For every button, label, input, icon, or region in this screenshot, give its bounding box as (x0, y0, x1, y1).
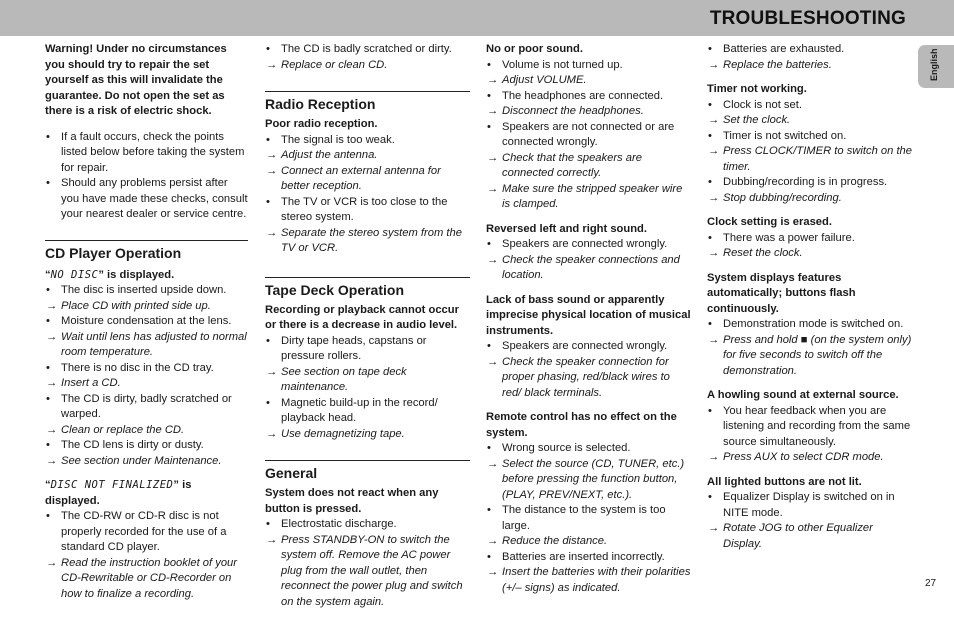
item-text: Use demagnetizing tape. (281, 427, 405, 440)
cause-item (265, 133, 470, 149)
cause-item (486, 237, 691, 253)
item-text: Clean or replace the CD. (61, 423, 185, 436)
remedy-item (45, 299, 248, 315)
item-text: Demonstration mode is switched on. (723, 318, 904, 330)
remedy-item (45, 423, 248, 439)
item-text: Press CLOCK/TIMER to switch on the timer. (723, 145, 913, 173)
item-text: Press STANDBY-ON to switch the system off. Remove the AC power plug from the wall outlet, then reconnect the power plug and switch on the system again. (281, 533, 463, 608)
item-text: Batteries are exhausted. (723, 43, 845, 55)
remedy-item (486, 457, 691, 504)
cd-continued-list (265, 42, 470, 73)
item-text: There is no disc in the CD tray. (61, 361, 214, 374)
cause-item (45, 314, 248, 330)
item-text: Clock is not set. (723, 98, 802, 111)
cause-item (707, 231, 912, 247)
bullet-icon: • (487, 340, 491, 352)
problem-heading: No or poor sound. (486, 43, 583, 55)
bullet-icon: • (708, 318, 712, 330)
arrow-icon: → (708, 191, 720, 204)
problem-list (707, 317, 912, 379)
cause-item (486, 120, 691, 151)
problem-heading: Remote control has no effect on the system. (486, 411, 677, 439)
item-text: The CD-RW or CD-R disc is not properly recorded for the use of a standard CD player. (61, 510, 227, 553)
bullet-icon: • (708, 176, 712, 188)
bullet-icon: • (708, 231, 712, 244)
item-text: Make sure the stripped speaker wire is clamped. (502, 182, 683, 210)
language-tab-label: English (929, 48, 939, 81)
bullet-icon: • (46, 392, 50, 405)
column-3 (486, 42, 691, 596)
item-text: See section under Maintenance. (61, 454, 222, 467)
item-text: Rotate JOG to other Equalizer Display. (723, 522, 873, 550)
bullet-icon: • (266, 396, 270, 409)
remedy-item (707, 450, 912, 466)
problem-heading: Clock setting is erased. (707, 216, 832, 228)
cause-item (45, 509, 248, 556)
bullet-icon: • (46, 284, 50, 296)
item-text: See section on tape deck maintenance. (281, 365, 407, 393)
remedy-item (486, 151, 691, 182)
cause-item (265, 517, 470, 533)
cause-item (486, 441, 691, 457)
column-2 (265, 42, 470, 610)
arrow-icon: → (487, 105, 499, 117)
arrow-icon: → (708, 145, 720, 157)
problem-heading: Reversed left and right sound. (486, 222, 648, 235)
problem-heading: Lack of bass sound or apparently imprecise physical location of musical instruments. (486, 293, 691, 337)
item-text: Insert a CD. (61, 377, 121, 389)
remedy-item (486, 104, 691, 120)
arrow-icon: → (487, 457, 499, 470)
arrow-icon: → (487, 151, 499, 164)
cause-item (707, 175, 912, 191)
cause-item (707, 404, 912, 451)
item-text: The CD is dirty, badly scratched or warped. (61, 392, 232, 420)
cause-item (707, 98, 912, 114)
bullet-icon: • (46, 315, 50, 327)
general-heading: General (265, 460, 470, 482)
arrow-icon: → (46, 299, 58, 312)
cause-item (707, 42, 912, 58)
cause-item (45, 283, 248, 299)
bullet-icon: • (708, 98, 712, 111)
arrow-icon: → (266, 533, 278, 546)
cause-item (265, 396, 470, 427)
problem-heading: A howling sound at external source. (707, 389, 899, 401)
item-text: Check that the speakers are connected correctly. (502, 151, 642, 179)
problem-heading: System displays features automatically; buttons flash continuously. (707, 271, 856, 315)
cause-item (486, 58, 691, 74)
arrow-icon: → (46, 330, 58, 343)
item-text: Insert the batteries with their polarities (+/– signs) as indicated. (502, 566, 691, 594)
item-text: Set the clock. (723, 114, 791, 126)
item-text: Press and hold ■ (on the system only) for five seconds to switch off the demonstration. (723, 333, 912, 377)
cause-item (265, 42, 470, 58)
item-text: The distance to the system is too large. (502, 504, 666, 532)
nodisc-subheading: “NO DISC” is displayed. (45, 268, 175, 281)
arrow-icon: → (708, 451, 720, 463)
cause-item (45, 392, 248, 423)
remedy-item (707, 246, 912, 262)
item-text: Replace the batteries. (723, 58, 832, 71)
item-text: Volume is not turned up. (502, 58, 623, 71)
cause-item (45, 361, 248, 377)
arrow-icon: → (266, 427, 278, 440)
remedy-item (265, 533, 470, 611)
item-text: Timer is not switched on. (723, 129, 847, 142)
item-text: Magnetic build-up in the record/ playback head. (281, 396, 438, 424)
item-text: You hear feedback when you are listening and recording from the same source simultaneously. (723, 404, 911, 448)
bullet-icon: • (266, 133, 270, 146)
arrow-icon: → (487, 535, 499, 547)
item-text: Adjust the antenna. (281, 149, 378, 161)
remedy-item (45, 556, 248, 603)
remedy-item (265, 58, 470, 74)
bullet-icon: • (487, 89, 491, 102)
cause-item (486, 503, 691, 534)
remedy-item (707, 333, 912, 380)
radio-heading: Radio Reception (265, 91, 470, 113)
problem-heading: Timer not working. (707, 83, 807, 95)
bullet-icon: • (708, 43, 712, 55)
item-text: Replace or clean CD. (281, 58, 388, 71)
intro-item: • Should any problems persist after you have made these checks, consult your nearest dealer or service centre. (46, 177, 248, 220)
problem-list (707, 98, 912, 207)
item-text: Equalizer Display is switched on in NITE mode. (723, 491, 895, 519)
column-1 (45, 42, 248, 602)
arrow-icon: → (266, 365, 278, 378)
arrow-icon: → (487, 566, 499, 578)
item-text: Dirty tape heads, capstans or pressure rollers. (281, 334, 427, 362)
notfinalized-subheading: “DISC NOT FINALIZED” is displayed. (45, 479, 192, 507)
remedy-item (45, 454, 248, 470)
tape-heading: Tape Deck Operation (265, 277, 470, 299)
arrow-icon: → (46, 377, 58, 389)
item-text: Speakers are connected wrongly. (502, 238, 668, 250)
bullet-icon: • (46, 510, 50, 522)
item-text: Reduce the distance. (502, 535, 608, 547)
arrow-icon: → (487, 253, 499, 266)
bullet-icon: • (46, 439, 50, 451)
bullet-icon: • (266, 195, 270, 208)
item-text: Connect an external antenna for better reception. (281, 164, 441, 192)
arrow-icon: → (46, 423, 58, 436)
item-text: Separate the stereo system from the TV or VCR. (281, 226, 462, 254)
remedy-item (707, 521, 912, 552)
remedy-item (486, 182, 691, 213)
problem-heading: All lighted buttons are not lit. (707, 475, 862, 488)
cause-item (486, 550, 691, 566)
item-text: Speakers are not connected or are connected wrongly. (502, 120, 675, 148)
item-text: The disc is inserted upside down. (61, 284, 227, 296)
arrow-icon: → (266, 164, 278, 177)
arrow-icon: → (487, 355, 499, 368)
page-number: 27 (925, 578, 937, 589)
item-text: Check the speaker connection for proper phasing, red/black wires to red/ black terminals. (502, 355, 670, 399)
nodisc-list (45, 283, 248, 469)
intro-list (45, 130, 248, 223)
remedy-item (265, 164, 470, 195)
bullet-icon: • (487, 58, 491, 71)
arrow-icon: → (708, 333, 720, 346)
remedy-item (486, 565, 691, 596)
problem-list (707, 490, 912, 552)
remedy-item (707, 144, 912, 175)
page-title: TROUBLESHOOTING (709, 8, 906, 29)
item-text: Read the instruction booklet of your CD-Rewritable or CD-Recorder on how to finalize a recording. (61, 556, 237, 600)
cause-item (707, 490, 912, 521)
problem-list (486, 441, 691, 596)
remedy-item (265, 226, 470, 257)
radio-subheading: Poor radio reception. (265, 118, 378, 130)
bullet-icon: • (266, 334, 270, 347)
remedy-item (707, 113, 912, 129)
general-list (265, 517, 470, 610)
cause-item (265, 334, 470, 365)
arrow-icon: → (266, 149, 278, 161)
item-text: Batteries are inserted incorrectly. (502, 550, 665, 563)
bullet-icon: • (487, 550, 491, 563)
column-4-sections (707, 82, 912, 552)
item-text: The signal is too weak. (281, 133, 395, 146)
item-text: Wait until lens has adjusted to normal room temperature. (61, 330, 247, 358)
remedy-item (45, 330, 248, 361)
cause-item (265, 195, 470, 226)
remedy-item (486, 253, 691, 284)
item-text: Place CD with printed side up. (61, 299, 211, 312)
cause-item (45, 438, 248, 454)
bullet-icon: • (487, 442, 491, 454)
remedy-item (707, 191, 912, 207)
item-text: The TV or VCR is too close to the stereo system. (281, 195, 448, 223)
item-text: Adjust VOLUME. (502, 74, 587, 86)
bullet-icon: • (708, 404, 712, 417)
bullet-icon: • (487, 238, 491, 250)
radio-list (265, 133, 470, 257)
cause-item (707, 129, 912, 145)
problem-list (707, 404, 912, 466)
problem-list (486, 58, 691, 213)
arrow-icon: → (46, 454, 58, 467)
cause-item (486, 89, 691, 105)
arrow-icon: → (708, 247, 720, 259)
warning-text: Warning! Under no circumstances you should try to repair the set yourself as this will invalidate the guarantee. Do not open the set as there is a risk of electric shock. (45, 43, 227, 117)
notfinalized-list (45, 509, 248, 602)
remedy-item (707, 58, 912, 74)
tape-list (265, 334, 470, 443)
bullet-icon: • (708, 129, 712, 142)
bullet-icon: • (708, 491, 712, 503)
problem-list (486, 339, 691, 401)
item-text: Dubbing/recording is in progress. (723, 176, 888, 188)
item-text: There was a power failure. (723, 231, 855, 244)
item-text: Press AUX to select CDR mode. (723, 451, 884, 463)
arrow-icon: → (708, 522, 720, 534)
item-text: Wrong source is selected. (502, 442, 631, 454)
remedy-item (486, 73, 691, 89)
bullet-icon: • (266, 43, 270, 55)
bullet-icon: • (487, 504, 491, 516)
item-text: Check the speaker connections and location. (502, 253, 680, 281)
general-subheading: System does not react when any button is pressed. (265, 487, 439, 515)
remedy-item (486, 355, 691, 402)
bullet-icon: • (46, 361, 50, 374)
arrow-icon: → (708, 58, 720, 71)
item-text: The headphones are connected. (502, 89, 664, 102)
item-text: Moisture condensation at the lens. (61, 315, 232, 327)
intro-item: • If a fault occurs, check the points listed below before taking the system for repair. (46, 130, 245, 174)
item-text: Reset the clock. (723, 247, 803, 259)
item-text: The CD is badly scratched or dirty. (281, 43, 452, 55)
cause-item (707, 317, 912, 333)
remedy-item (265, 427, 470, 443)
item-text: Speakers are connected wrongly. (502, 340, 668, 352)
language-tab (918, 45, 954, 88)
bullet-icon: • (487, 120, 491, 133)
item-text: Disconnect the headphones. (502, 105, 644, 117)
cd-heading: CD Player Operation (45, 240, 248, 262)
item-text: The CD lens is dirty or dusty. (61, 439, 204, 451)
item-text: Electrostatic discharge. (281, 518, 397, 530)
item-text: Stop dubbing/recording. (723, 191, 842, 204)
arrow-icon: → (266, 58, 278, 71)
arrow-icon: → (708, 114, 720, 126)
problem-list (486, 237, 691, 284)
item-text: Select the source (CD, TUNER, etc.) before pressing the function button, (PLAY, PREV/NEXT, etc.). (502, 457, 685, 501)
remedy-item (486, 534, 691, 550)
remedy-item (45, 376, 248, 392)
arrow-icon: → (266, 226, 278, 239)
arrow-icon: → (46, 556, 58, 569)
arrow-icon: → (487, 74, 499, 86)
problem-list (707, 231, 912, 262)
cause-item (486, 339, 691, 355)
remedy-item (265, 365, 470, 396)
column-4 (707, 42, 912, 552)
battery-list (707, 42, 912, 73)
bullet-icon: • (266, 518, 270, 530)
tape-subheading: Recording or playback cannot occur or there is a decrease in audio level. (265, 303, 459, 331)
remedy-item (265, 148, 470, 164)
arrow-icon: → (487, 182, 499, 195)
